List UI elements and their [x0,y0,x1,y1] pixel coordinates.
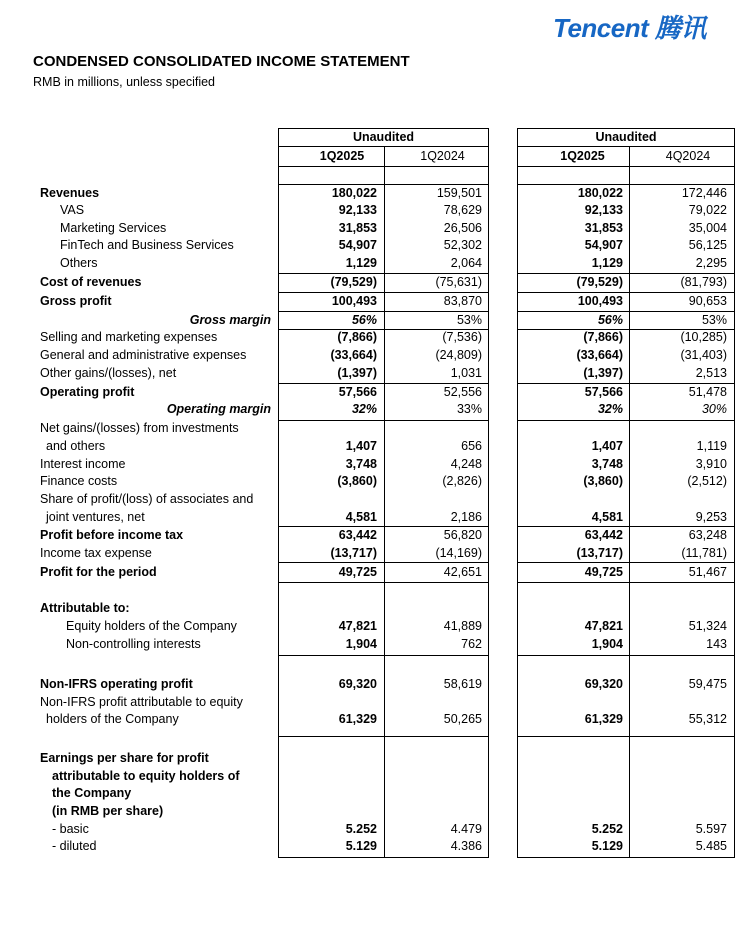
header-col-b: 1Q2024 [420,149,465,163]
header-col-c: 1Q2025 [560,149,605,163]
row-value: (75,631) [435,275,482,289]
row-value: 49,725 [338,565,377,579]
row-label: Other gains/(losses), net [40,366,177,380]
row-label: Finance costs [40,474,118,488]
row-label: Selling and marketing expenses [40,330,218,344]
row-label: Share of profit/(loss) of associates and [40,492,254,506]
row-value: 56% [351,313,377,327]
row-label: Revenues [40,186,100,200]
row-value: 54,907 [338,238,377,252]
row-value: 53% [701,313,727,327]
row-value: 30% [701,402,727,416]
rule-attr-r [517,655,735,656]
eps-diluted-label: - diluted [52,839,97,853]
row-value: 54,907 [584,238,623,252]
row-value: 79,022 [688,203,727,217]
equity-holders-value: 47,821 [584,619,623,633]
row-label: Net gains/(losses) from investments [40,421,239,435]
row-value: 172,446 [681,186,727,200]
eps-basic-value: 5.252 [591,822,623,836]
row-value: (3,860) [583,474,623,488]
rule-attr [278,655,489,656]
row-value: 49,725 [584,565,623,579]
row-value: (7,866) [583,330,623,344]
nonifrs-attr-value: 61,329 [338,712,377,726]
row-label: Operating profit [40,385,135,399]
row-value: 42,651 [443,565,482,579]
row-value: 92,133 [584,203,623,217]
row-value: (24,809) [435,348,482,362]
nonifrs-attr-value: 55,312 [688,712,727,726]
row-value: (1,397) [337,366,377,380]
row-value: (1,397) [583,366,623,380]
tencent-logo: Tencent 腾讯 [553,13,706,43]
eps-diluted-value: 4.386 [450,839,482,853]
row-value: 2,064 [450,256,482,270]
row-value: 52,302 [443,238,482,252]
eps-diluted-value: 5.129 [345,839,377,853]
eps-heading-2: attributable to equity holders of [52,769,240,783]
row-label: Gross profit [40,294,112,308]
row-value: (79,529) [330,275,377,289]
right-col-divider [629,146,630,858]
row-value: (2,826) [442,474,482,488]
statement-subtitle: RMB in millions, unless specified [33,75,216,89]
rule-pfp-r [517,562,735,563]
row-value: 1,119 [696,439,727,453]
row-value: 63,442 [338,528,377,542]
noncontrolling-value: 1,904 [591,637,623,651]
eps-basic-value: 5.252 [345,822,377,836]
row-label: Operating margin [166,402,271,416]
row-value: 52,556 [443,385,482,399]
row-value: 4,581 [591,510,623,524]
row-value: 100,493 [577,294,623,308]
noncontrolling-value: 1,904 [345,637,377,651]
right-header-divider [517,146,735,147]
rule-pfp [278,562,489,563]
header-unaudited-right: Unaudited [595,130,657,144]
row-value: (31,403) [680,348,727,362]
right-header-bottom [517,166,735,167]
header-col-d: 4Q2024 [665,149,711,163]
equity-holders-value: 51,324 [688,619,727,633]
row-label: General and administrative expenses [40,348,247,362]
eps-basic-value: 4.479 [450,822,482,836]
row-value: 159,501 [436,186,482,200]
rule-nonifrs [278,736,489,737]
row-value: 56,125 [688,238,727,252]
rule-nonifrs-r [517,736,735,737]
row-value: (13,717) [330,546,377,560]
row-value: 656 [461,439,482,453]
row-label: VAS [60,203,85,217]
row-value: 1,407 [345,439,377,453]
row-value: 1,129 [591,256,623,270]
left-header-divider [278,146,489,147]
statement-title: CONDENSED CONSOLIDATED INCOME STATEMENT [33,53,410,70]
row-label: Profit before income tax [40,528,184,542]
row-value: 56% [597,313,623,327]
noncontrolling-value: 762 [461,637,482,651]
row-label-cont: joint ventures, net [46,510,145,524]
nonifrs-attr-value: 61,329 [584,712,623,726]
row-value: (81,793) [680,275,727,289]
row-value: 1,129 [345,256,377,270]
row-label: Profit for the period [40,565,157,579]
row-label: Gross margin [189,313,271,327]
nonifrs-attr-label-cont: holders of the Company [46,712,179,726]
row-value: 90,653 [688,294,727,308]
label-column-frame-top [278,184,279,421]
row-value: 180,022 [331,186,377,200]
attributable-heading: Attributable to: [40,601,130,615]
nonifrs-op-value: 69,320 [584,677,623,691]
equity-holders-value: 41,889 [443,619,482,633]
row-value: 1,031 [450,366,482,380]
header-unaudited-left: Unaudited [352,130,415,144]
row-value: 57,566 [584,385,623,399]
row-value: 83,870 [443,294,482,308]
equity-holders-label: Equity holders of the Company [66,619,237,633]
nonifrs-attr-value: 50,265 [443,712,482,726]
noncontrolling-label: Non-controlling interests [66,637,201,651]
left-col-divider [384,146,385,858]
row-value: 33% [456,402,482,416]
row-value: 2,295 [695,256,727,270]
left-header-bottom [278,166,489,167]
eps-diluted-value: 5.485 [695,839,727,853]
row-value: (7,536) [442,330,482,344]
nonifrs-op-value: 58,619 [443,677,482,691]
nonifrs-attr-label: Non-IFRS profit attributable to equity [40,695,243,709]
row-value: 3,748 [591,457,623,471]
row-label-cont: and others [46,439,106,453]
row-value: 51,478 [688,385,727,399]
row-value: 31,853 [338,221,377,235]
row-value: 32% [351,402,377,416]
row-value: 31,853 [584,221,623,235]
row-label: Cost of revenues [40,275,142,289]
row-value: (33,664) [330,348,377,362]
row-value: 56,820 [443,528,482,542]
row-value: 51,467 [688,565,727,579]
eps-basic-value: 5.597 [695,822,727,836]
row-value: (11,781) [681,546,727,560]
nonifrs-op-value: 69,320 [338,677,377,691]
row-label: FinTech and Business Services [60,238,234,252]
row-value: (79,529) [576,275,623,289]
row-value: (3,860) [337,474,377,488]
eps-heading-4: (in RMB per share) [52,804,164,818]
eps-basic-label: - basic [52,822,89,836]
row-value: (14,169) [435,546,482,560]
rule-om [278,420,489,421]
row-value: 100,493 [331,294,377,308]
row-value: 53% [456,313,482,327]
row-value: 180,022 [577,186,623,200]
row-value: 92,133 [338,203,377,217]
row-value: 3,910 [695,457,727,471]
equity-holders-value: 47,821 [338,619,377,633]
row-value: 1,407 [591,439,623,453]
nonifrs-op-label: Non-IFRS operating profit [40,677,193,691]
row-value: (2,512) [687,474,727,488]
eps-heading: Earnings per share for profit [40,751,209,765]
row-value: 4,248 [450,457,482,471]
row-value: 32% [597,402,623,416]
row-value: 3,748 [345,457,377,471]
row-value: 9,253 [695,510,727,524]
eps-heading-3: the Company [52,786,132,800]
row-value: 26,506 [443,221,482,235]
row-value: 35,004 [688,221,727,235]
row-value: 4,581 [345,510,377,524]
row-value: (33,664) [576,348,623,362]
noncontrolling-value: 143 [706,637,727,651]
row-value: 63,442 [584,528,623,542]
rule-om-r [517,420,735,421]
row-value: 63,248 [688,528,727,542]
rule-pfp2-r [517,582,735,583]
eps-diluted-value: 5.129 [591,839,623,853]
row-value: (7,866) [337,330,377,344]
row-value: (13,717) [576,546,623,560]
row-label: Marketing Services [60,221,167,235]
row-value: 57,566 [338,385,377,399]
row-label: Interest income [40,457,126,471]
rule-pfp2 [278,582,489,583]
row-label: Others [60,256,98,270]
header-col-a: 1Q2025 [319,149,365,163]
row-value: (10,285) [680,330,727,344]
row-label: Income tax expense [40,546,152,560]
row-value: 2,513 [695,366,727,380]
nonifrs-op-value: 59,475 [688,677,727,691]
row-value: 2,186 [450,510,482,524]
row-value: 78,629 [443,203,482,217]
